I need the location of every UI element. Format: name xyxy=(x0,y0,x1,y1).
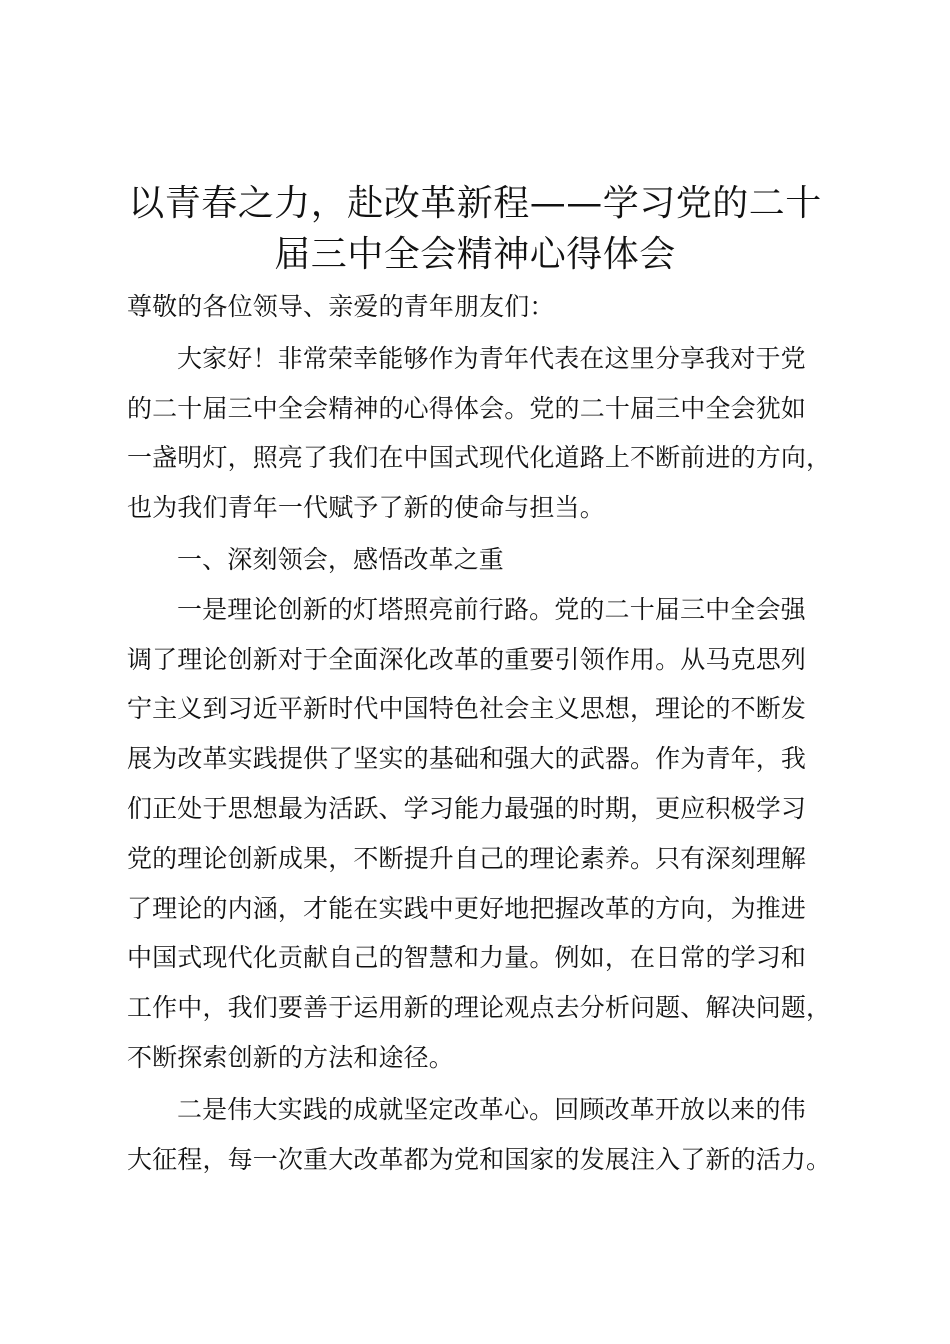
title-line-2: 届三中全会精神心得体会 xyxy=(274,234,676,275)
title-line-1: 以青春之力，赴改革新程——学习党的二十 xyxy=(128,183,822,224)
paragraph-line: 党的理论创新成果，不断提升自己的理论素养。只有深刻理解 xyxy=(127,843,807,873)
paragraph-line: 们正处于思想最为活跃、学习能力最强的时期，更应积极学习 xyxy=(127,793,807,823)
paragraph-line: 宁主义到习近平新时代中国特色社会主义思想，理论的不断发 xyxy=(127,694,807,724)
paragraph-line: 了理论的内涵，才能在实践中更好地把握改革的方向，为推进 xyxy=(127,893,807,923)
document-body xyxy=(127,282,852,1184)
paragraph-intro xyxy=(127,334,852,533)
paragraph-line: 一是理论创新的灯塔照亮前行路。党的二十届三中全会强 xyxy=(177,594,806,624)
section-heading-1 xyxy=(127,535,852,585)
document-title xyxy=(100,178,850,280)
paragraph-line: 工作中，我们要善于运用新的理论观点去分析问题、解决问题， xyxy=(127,993,832,1023)
paragraph-line: 调了理论创新对于全面深化改革的重要引领作用。从马克思列 xyxy=(127,644,807,674)
paragraph-practice xyxy=(127,1085,852,1185)
paragraph-line: 中国式现代化贡献自己的智慧和力量。例如，在日常的学习和 xyxy=(127,943,807,973)
paragraph-line: 大征程，每一次重大改革都为党和国家的发展注入了新的活力。 xyxy=(127,1144,832,1174)
section-heading-text: 一、深刻领会，感悟改革之重 xyxy=(177,544,504,574)
paragraph-line: 的二十届三中全会精神的心得体会。党的二十届三中全会犹如 xyxy=(127,393,807,423)
paragraph-line: 大家好！非常荣幸能够作为青年代表在这里分享我对于党 xyxy=(177,343,806,373)
salutation: 尊敬的各位领导、亲爱的青年朋友们： xyxy=(127,292,555,321)
paragraph-line: 不断探索创新的方法和途径。 xyxy=(127,1042,454,1072)
paragraph-line: 二是伟大实践的成就坚定改革心。回顾改革开放以来的伟 xyxy=(177,1094,806,1124)
paragraph-line: 一盏明灯，照亮了我们在中国式现代化道路上不断前进的方向， xyxy=(127,443,832,473)
paragraph-theory xyxy=(127,585,852,1083)
paragraph-line: 也为我们青年一代赋予了新的使命与担当。 xyxy=(127,493,605,523)
paragraph-line: 展为改革实践提供了坚实的基础和强大的武器。作为青年，我 xyxy=(127,744,807,774)
